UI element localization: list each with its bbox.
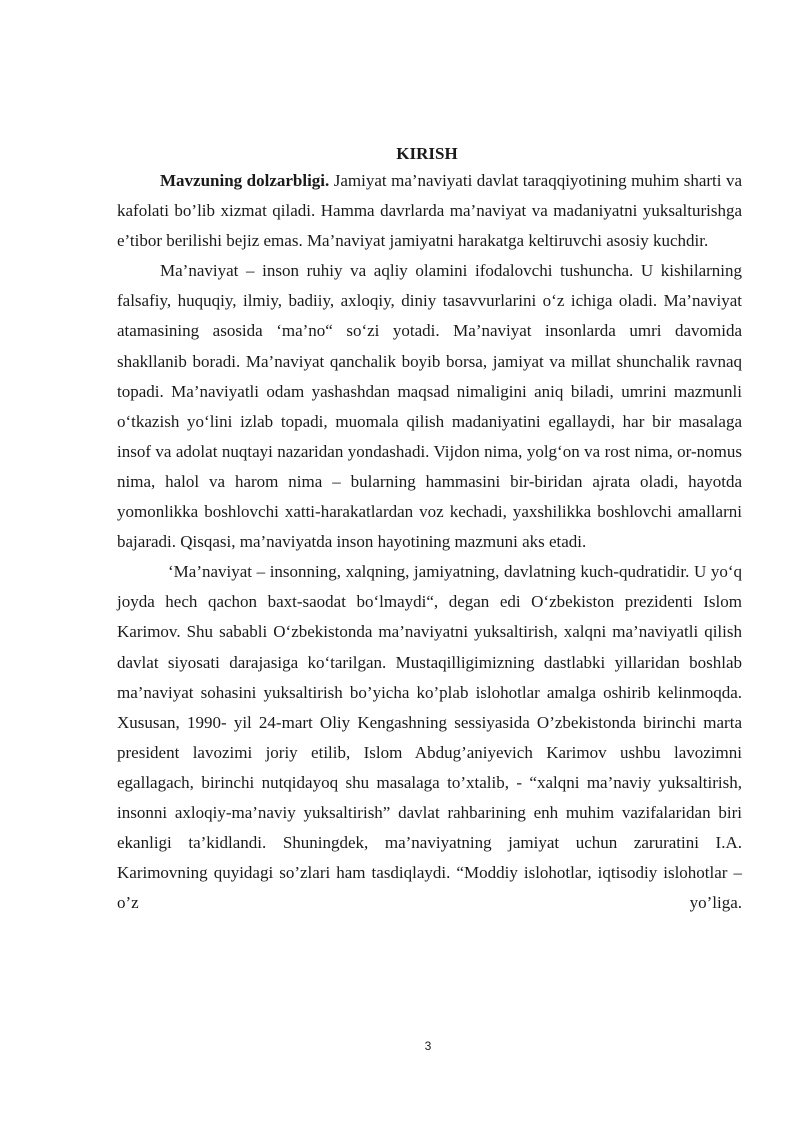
paragraph-lead: Mavzuning dolzarbligi. <box>160 171 330 190</box>
paragraph-relevance <box>117 166 742 256</box>
paragraph-text: ‘Ma’naviyat – insonning, xalqning, jamiyatning, davlatning kuch-qudratidir. U yo‘q joyda hech qachon baxt-saodat bo‘lmaydi“, degan edi O‘zbekiston prezidenti Islom Karimov. Shu sababli O‘zbekistonda ma’naviyatni yuksaltirish, xalqni ma’naviyatli qilish davlat siyosati darajasiga ko‘tarilgan. Mustaqilligimizning dastlabki yillaridan boshlab ma’naviyat sohasini yuksaltirish bo’yicha ko’plab islohotlar amalga oshirib kelinmoqda. Xususan, 1990- yil 24-mart Oliy Kengashning sessiyasida O’zbekistonda birinchi marta president lavozimi joriy etilib, Islom Abdug’aniyevich Karimov ushbu lavozimni egallagach, birinchi nutqidayoq shu masalaga to’xtalib, - “xalqni ma’naviy yuksaltirish, insonni axloqiy-ma’naviy yuksaltirish” davlat rahbarining enh muhim vazifalaridan biri ekanligi ta’kidlandi. Shuningdek, ma’naviyatning jamiyat uchun zaruratini I.A. Karimovning quyidagi so’zlari ham tasdiqlaydi. “Moddiy islohotlar, iqtisodiy islohotlar – o’z yo’liga. <box>117 562 742 913</box>
section-heading: KIRISH <box>396 144 458 163</box>
paragraph-text: Ma’naviyat – inson ruhiy va aqliy olamini ifodalovchi tushuncha. U kishilarning falsafiy, huquqiy, ilmiy, badiiy, axloqiy, diniy tasavvurlarini o‘z ichiga oladi. Ma’naviyat atamasining asosida ‘ma’no“ so‘zi yotadi. Ma’naviyat insonlarda umri davomida shakllanib boradi. Ma’naviyat qanchalik boyib borsa, jamiyat va millat shunchalik ravnaq topadi. Ma’naviyatli odam yashashdan maqsad nimaligini aniq biladi, umrini mazmunli o‘tkazish yo‘lini izlab topadi, muomala qilish madaniyatini egallaydi, har bir masalaga insof va adolat nuqtayi nazaridan yondashadi. Vijdon nima, yolg‘on va rost nima, or-nomus nima, halol va harom nima – bularning hammasini bir-biridan ajrata oladi, hayotda yomonlikka boshlovchi xatti-harakatlardan voz kechadi, yaxshilikka boshlovchi amallarni bajaradi. Qisqasi, ma’naviyatda inson hayotining mazmuni aks etadi. <box>117 261 742 552</box>
paragraph-text: Jamiyat ma’naviyati davlat taraqqiyotining muhim sharti va kafolati bo’lib xizmat qiladi. Hamma davrlarda ma’naviyat va madaniyatni yuksalturishga e’tibor berilishi bejiz emas. Ma’naviyat jamiyatni harakatga keltiruvchi asosiy kuchdir. <box>117 171 742 251</box>
page-number: 3 <box>424 1039 432 1053</box>
paragraph-quote <box>117 557 742 918</box>
body-text <box>117 166 742 918</box>
paragraph-definition <box>117 256 742 557</box>
